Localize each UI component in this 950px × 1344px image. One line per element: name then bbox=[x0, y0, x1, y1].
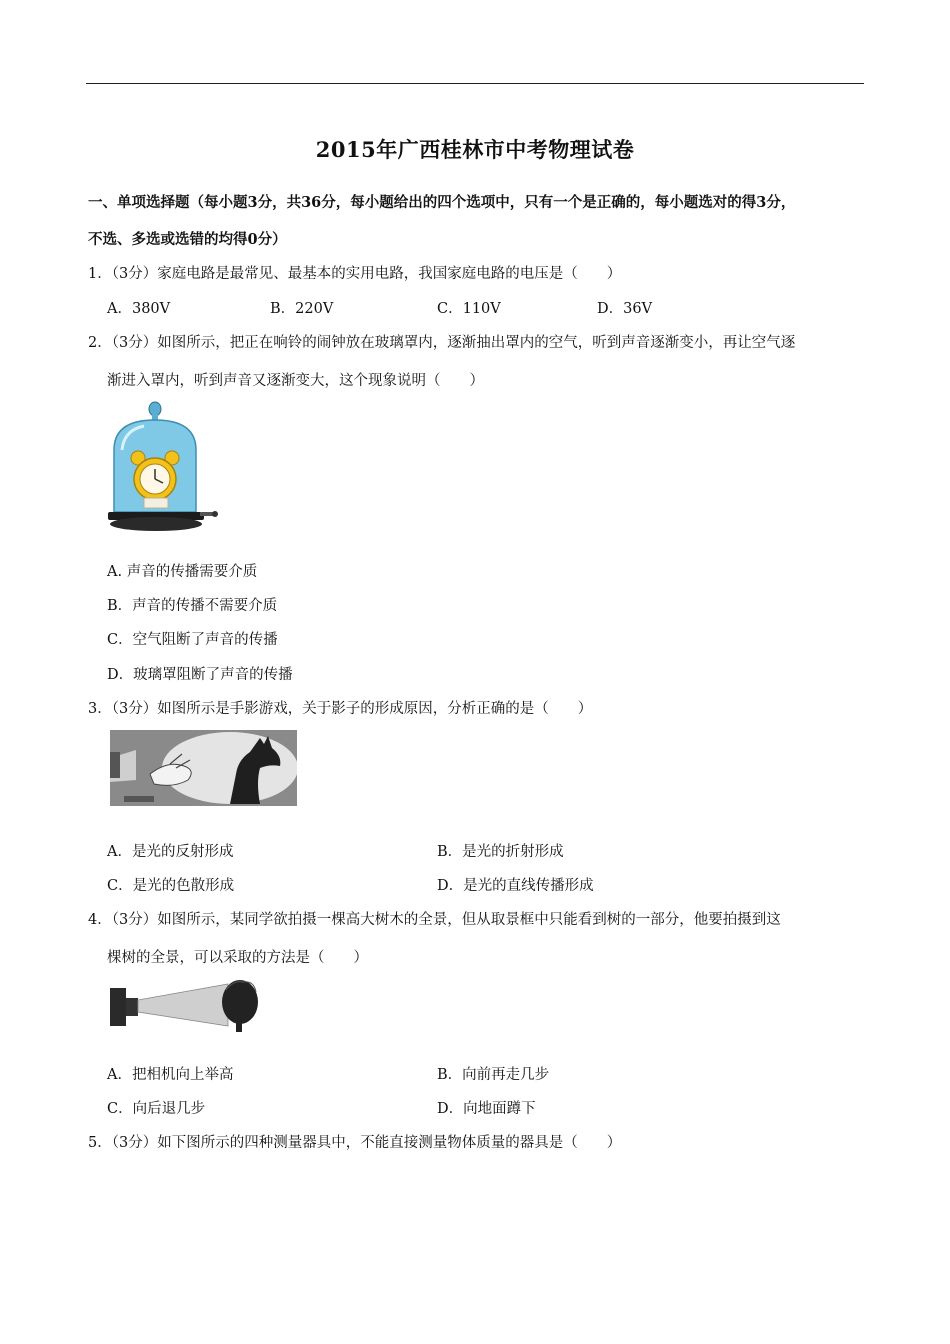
question-2-option-a: A. 声音的传播需要介质 bbox=[107, 564, 258, 580]
section-heading-line2: 不选、多选或选错的均得0分） bbox=[88, 231, 287, 248]
question-2-option-b: B．声音的传播不需要介质 bbox=[107, 598, 278, 614]
question-2-stem-line1: 2．（3分）如图所示，把正在响铃的闹钟放在玻璃罩内，逐渐抽出罩内的空气，听到声音逐渐变小，再让空气逐 bbox=[88, 335, 796, 351]
bell-jar-alarm-clock-icon bbox=[108, 400, 218, 534]
question-5-stem: 5．（3分）如下图所示的四种测量器具中，不能直接测量物体质量的器具是（ ） bbox=[88, 1135, 622, 1151]
question-2-option-d: D．玻璃罩阻断了声音的传播 bbox=[107, 667, 293, 683]
hand-shadow-icon bbox=[110, 730, 297, 806]
page-title: 2015年广西桂林市中考物理试卷 bbox=[315, 137, 635, 162]
header-rule bbox=[86, 83, 864, 84]
question-3-option-b: B．是光的折射形成 bbox=[437, 844, 564, 860]
question-3-stem: 3．（3分）如图所示是手影游戏，关于影子的形成原因，分析正确的是（ ） bbox=[88, 701, 593, 717]
question-3-option-c: C．是光的色散形成 bbox=[107, 878, 235, 894]
question-4-option-c: C．向后退几步 bbox=[107, 1101, 206, 1117]
camera-tree-icon bbox=[108, 978, 260, 1032]
question-2-stem-line2: 渐进入罩内，听到声音又逐渐变大，这个现象说明（ ） bbox=[107, 373, 484, 389]
question-1-stem: 1．（3分）家庭电路是最常见、最基本的实用电路，我国家庭电路的电压是（ ） bbox=[88, 266, 622, 282]
question-4-stem-line1: 4．（3分）如图所示，某同学欲拍摄一棵高大树木的全景，但从取景框中只能看到树的一部分，他要拍摄到这 bbox=[88, 912, 781, 928]
question-4-option-d: D．向地面蹲下 bbox=[437, 1101, 536, 1117]
question-4-option-b: B．向前再走几步 bbox=[437, 1067, 550, 1083]
question-1-option-d: D．36V bbox=[597, 301, 653, 317]
question-1-option-b: B．220V bbox=[270, 301, 334, 317]
section-heading-line1: 一、单项选择题（每小题3分，共36分，每小题给出的四个选项中，只有一个是正确的，每小题选对的得3分， bbox=[88, 194, 796, 211]
question-3-option-a: A．是光的反射形成 bbox=[107, 844, 234, 860]
question-4-option-a: A．把相机向上举高 bbox=[107, 1067, 234, 1083]
question-1-option-a: A．380V bbox=[107, 301, 171, 317]
question-1-option-c: C．110V bbox=[437, 301, 501, 317]
question-4-stem-line2: 棵树的全景，可以采取的方法是（ ） bbox=[107, 950, 368, 966]
question-3-option-d: D．是光的直线传播形成 bbox=[437, 878, 594, 894]
question-2-option-c: C．空气阻断了声音的传播 bbox=[107, 632, 278, 648]
